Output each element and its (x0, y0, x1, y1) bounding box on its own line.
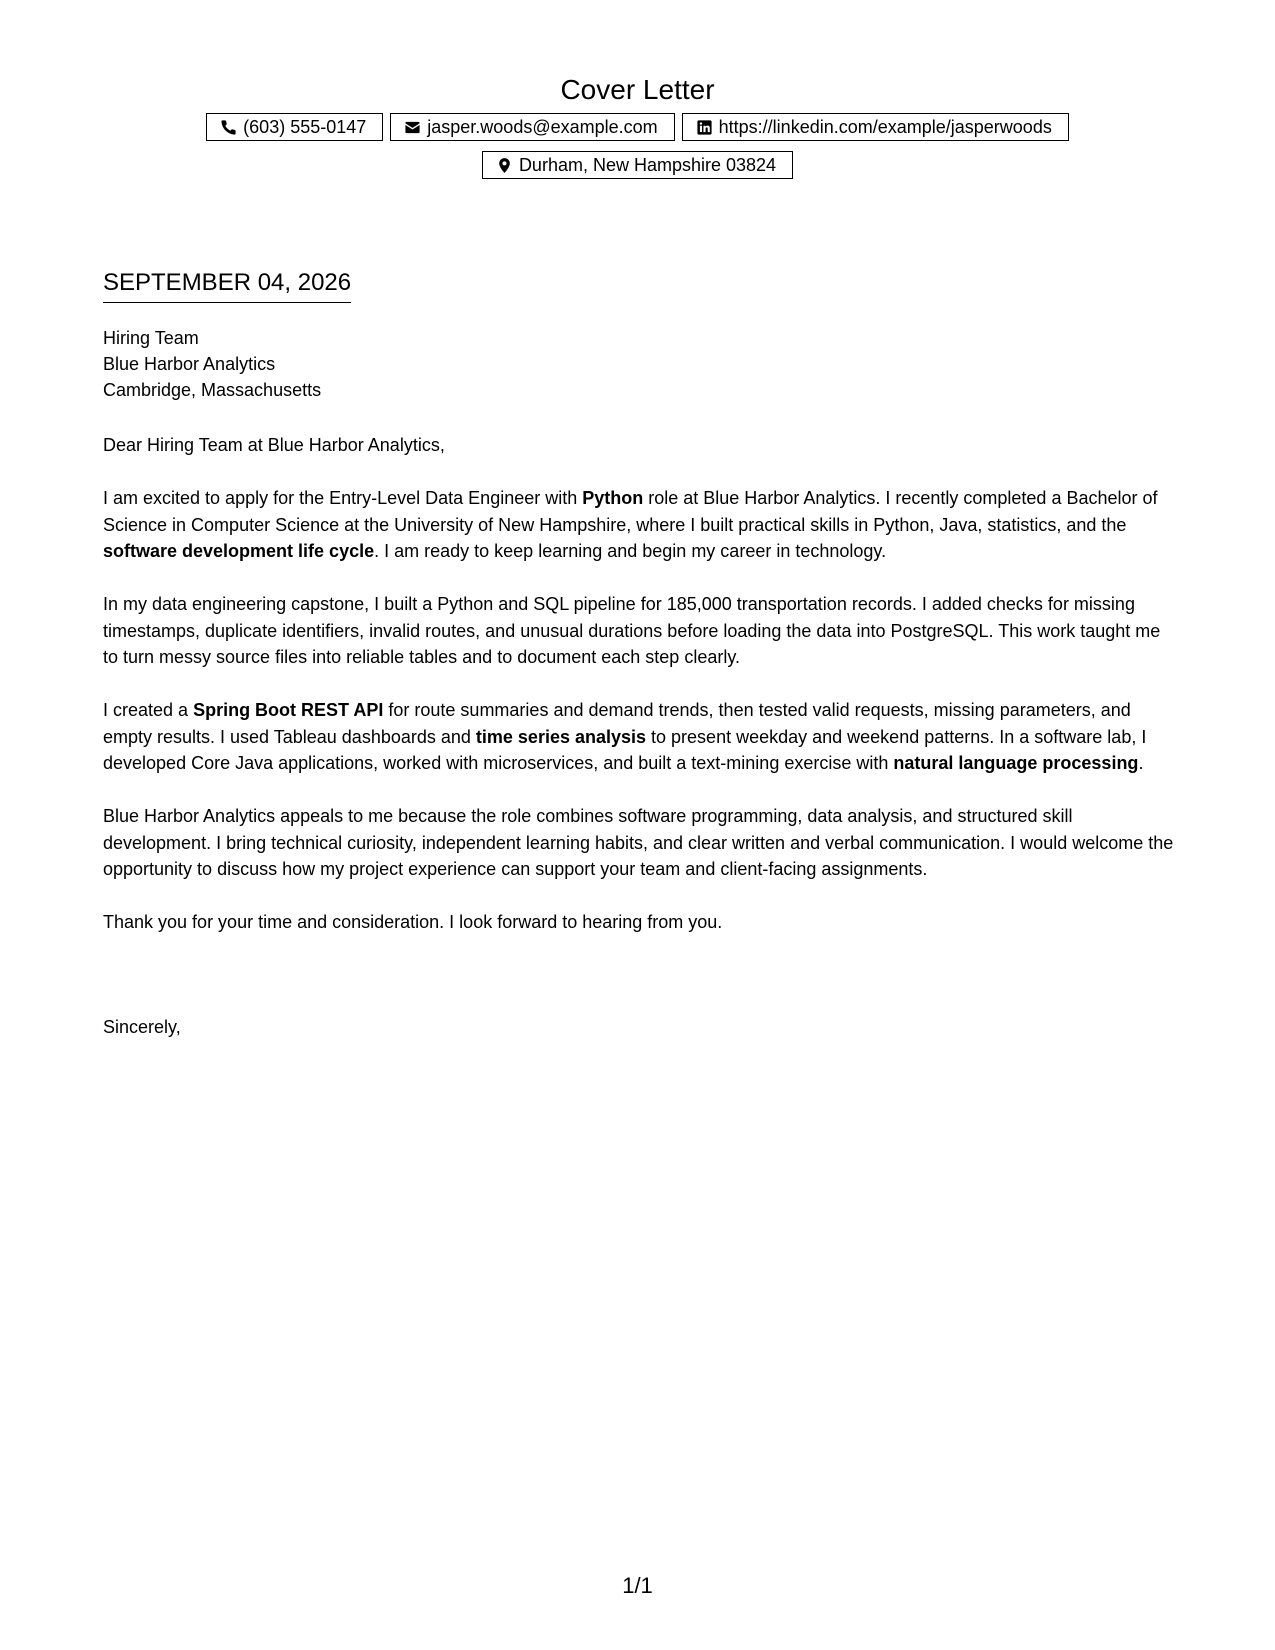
location-chip (482, 151, 793, 179)
highlight-text: Spring Boot REST API (193, 700, 384, 720)
letter-date: SEPTEMBER 04, 2026 (103, 268, 351, 303)
recipient-line: Blue Harbor Analytics (103, 354, 276, 374)
recipient-block (103, 325, 321, 403)
linkedin-text: https://linkedin.com/example/jasperwoods (718, 117, 1052, 137)
linkedin-icon (696, 119, 713, 136)
letter-body (103, 432, 1178, 962)
contact-row-location (0, 151, 1275, 179)
email-chip (390, 113, 674, 141)
paragraph-intro: I am excited to apply for the Entry-Level Data Engineer with Python role at Blue Harbor Analytics. I recently completed a Bachelor of Science in Computer Science at the University of New Hampshire, where I built practical skills in Python, Java, statistics, and the software development life cycle. I am ready to keep learning and begin my career in technology. (103, 488, 1158, 561)
page-number: 1/1 (622, 1573, 653, 1598)
email-text: jasper.woods@example.com (427, 117, 658, 137)
closing: Sincerely, (103, 1017, 181, 1037)
recipient-line: Hiring Team (103, 328, 199, 348)
recipient-line: Cambridge, Massachusetts (103, 380, 322, 400)
contact-row (0, 113, 1275, 141)
highlight-text: time series analysis (475, 726, 647, 747)
location-text: Durham, New Hampshire 03824 (518, 155, 777, 175)
paragraph-capstone: In my data engineering capstone, I built a Python and SQL pipeline for 185,000 transportation records. I added checks for missing timestamps, duplicate identifiers, invalid routes, and unusual durations before loading the data into PostgreSQL. This work taught me to turn messy source files into reliable tables and to document each step clearly. (103, 594, 1161, 667)
envelope-icon (404, 119, 421, 136)
map-marker-icon (496, 157, 513, 174)
paragraph-projects: I created a Spring Boot REST API for route summaries and demand trends, then tested valid requests, missing parameters, and empty results. I used Tableau dashboards and time series analysis to present weekday and weekend patterns. In a software lab, I developed Core Java applications, worked with microservices, and built a text-mining exercise with natural language processing. (103, 700, 1147, 773)
highlight-text: software development life cycle (103, 541, 375, 561)
page-title: Cover Letter (560, 74, 715, 105)
phone-chip (206, 113, 383, 141)
phone-text: (603) 555-0147 (243, 117, 367, 137)
highlight-text: natural language processing (893, 753, 1139, 773)
paragraph-thanks: Thank you for your time and consideration. I look forward to hearing from you. (103, 912, 723, 932)
phone-icon (220, 119, 237, 136)
highlight-text: Python (582, 488, 644, 508)
salutation: Dear Hiring Team at Blue Harbor Analytics, (103, 435, 445, 455)
paragraph-motivation: Blue Harbor Analytics appeals to me because the role combines software programming, data analysis, and structured skill development. I bring technical curiosity, independent learning habits, and clear written and verbal communication. I would welcome the opportunity to discuss how my project experience can support your team and client-facing assignments. (103, 806, 1174, 879)
linkedin-chip (682, 113, 1069, 141)
